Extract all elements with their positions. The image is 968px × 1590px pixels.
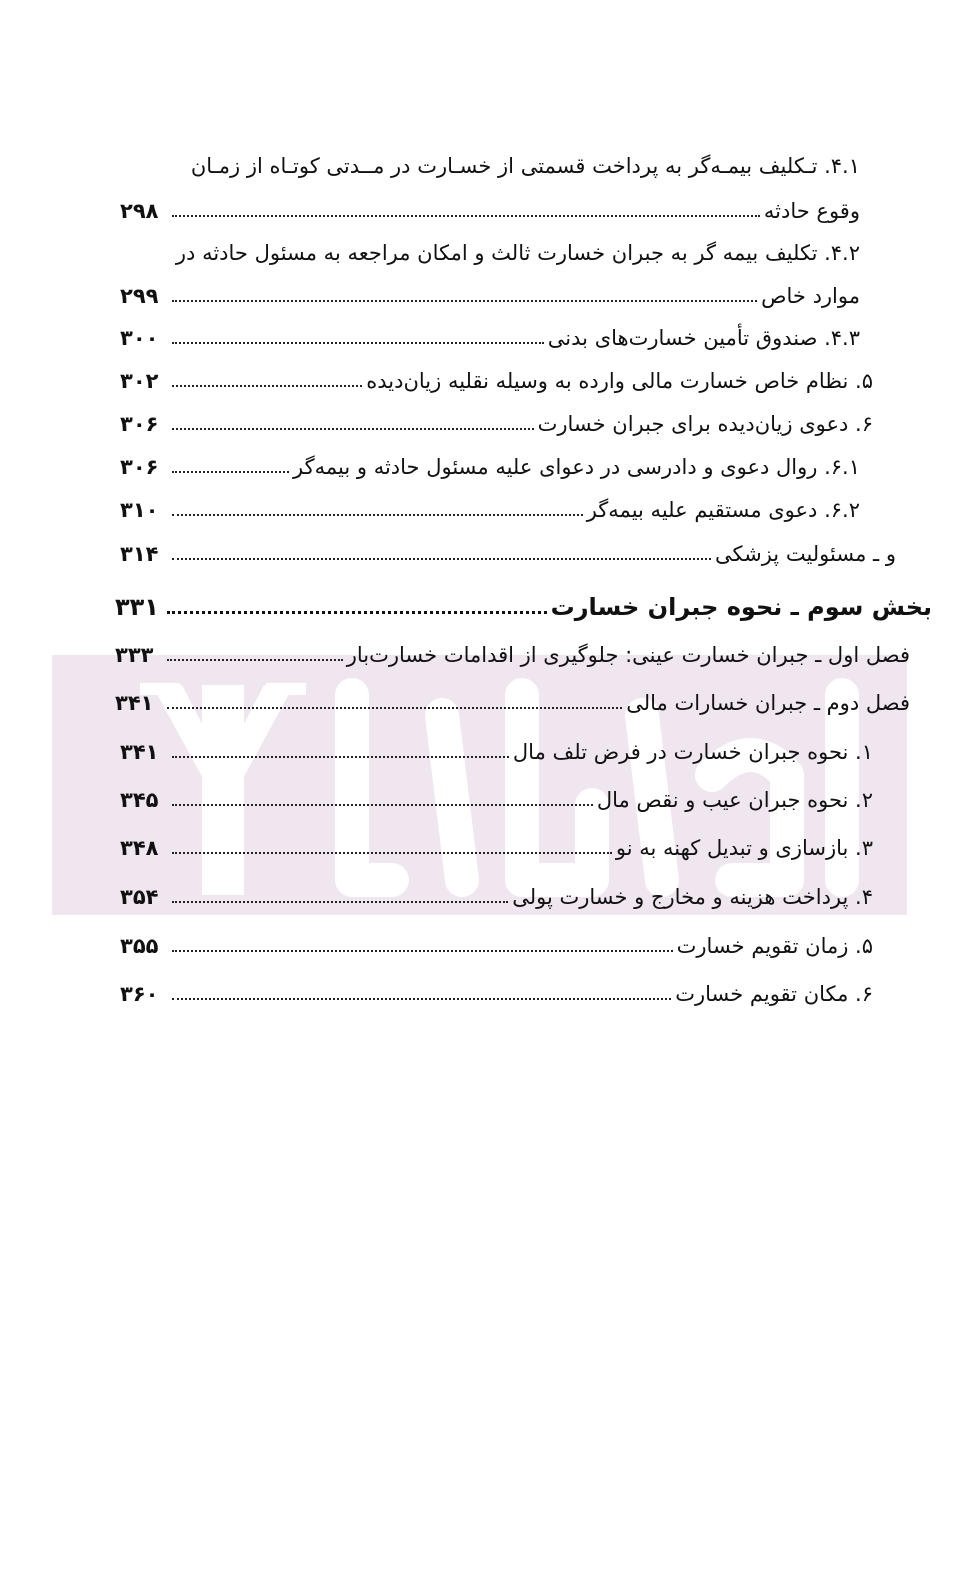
toc-entry-6-2-title: ۶.۲. دعوی مستقیم علیه بیمه‌گر xyxy=(586,497,860,522)
toc-item-1-page: ۳۴۱ xyxy=(120,739,159,764)
toc-entry-6[interactable] xyxy=(120,396,873,436)
toc-item-5-title: ۵. زمان تقویم خسارت xyxy=(676,933,873,958)
toc-item-3[interactable] xyxy=(120,820,873,860)
toc-entry-6-title: ۶. دعوی زیان‌دیده برای جبران خسارت xyxy=(537,411,873,436)
toc-item-4[interactable] xyxy=(120,869,873,909)
toc-entry-6-1-page: ۳۰۶ xyxy=(120,454,159,479)
toc-chapter-1-title: فصل اول ـ جبران خسارت عینی: جلوگیری از اقدامات خسارت‌بار xyxy=(346,642,910,667)
toc-entry-v-page: ۳۱۴ xyxy=(120,541,159,566)
toc-entry-6-1[interactable] xyxy=(120,439,860,479)
toc-item-5[interactable] xyxy=(120,918,873,958)
dot-leader xyxy=(172,471,289,473)
toc-entry-4-1-title-line2: وقوع حادثه xyxy=(763,198,860,223)
toc-item-3-page: ۳۴۸ xyxy=(120,835,159,860)
toc-entry-4-1-title-line1: ۴.۱. تـکلیف بیمـه‌گر به پرداخت قسمتی از خسـارت در مــدتی کوتـاه از زمـان xyxy=(190,154,860,178)
toc-part-3-title: بخش سوم ـ نحوه جبران خسارت xyxy=(550,592,932,621)
toc-entry-4-3-title: ۴.۳. صندوق تأمین خسارت‌های بدنی xyxy=(547,325,860,350)
toc-entry-v[interactable] xyxy=(120,526,896,566)
dot-leader xyxy=(172,342,544,344)
toc-item-1[interactable] xyxy=(120,724,873,764)
toc-entry-5-page: ۳۰۲ xyxy=(120,368,159,393)
dot-leader xyxy=(172,950,673,952)
toc-part-3-page: ۳۳۱ xyxy=(115,592,159,621)
dot-leader xyxy=(172,514,583,516)
dot-leader xyxy=(172,300,757,302)
toc-item-2-page: ۳۴۵ xyxy=(120,787,159,812)
toc-entry-6-1-title: ۶.۱. روال دعوی و دادرسی در دعوای علیه مسئول حادثه و بیمه‌گر xyxy=(293,454,860,479)
toc-entry-4-2[interactable] xyxy=(120,268,860,308)
dot-leader xyxy=(172,428,534,430)
toc-entry-4-3[interactable] xyxy=(120,310,860,350)
dot-leader xyxy=(172,385,362,387)
dot-leader xyxy=(172,756,509,758)
dot-leader xyxy=(172,215,760,217)
toc-item-1-title: ۱. نحوه جبران خسارت در فرض تلف مال xyxy=(512,739,873,764)
toc-item-4-title: ۴. پرداخت هزینه و مخارج و خسارت پولی xyxy=(512,884,873,909)
toc-chapter-1[interactable] xyxy=(115,627,910,667)
toc-entry-v-title: و ـ مسئولیت پزشکی xyxy=(715,541,896,566)
toc-chapter-2-page: ۳۴۱ xyxy=(115,690,154,715)
dot-leader xyxy=(172,852,612,854)
dot-leader xyxy=(167,707,622,709)
toc-entry-4-2-title-line1: ۴.۲. تکلیف بیمه گر به جبران خسارت ثالث و امکان مراجعه به مسئول حادثه در xyxy=(175,241,860,265)
toc-entry-4-1-line1 xyxy=(120,138,860,178)
toc-item-2-title: ۲. نحوه جبران عیب و نقص مال xyxy=(596,787,873,812)
toc-entry-4-1-page: ۲۹۸ xyxy=(120,198,159,223)
dot-leader xyxy=(172,901,508,903)
toc-entry-6-page: ۳۰۶ xyxy=(120,411,159,436)
toc-entry-4-3-page: ۳۰۰ xyxy=(120,325,159,350)
toc-item-3-title: ۳. بازسازی و تبدیل کهنه به نو xyxy=(615,835,873,860)
dot-leader xyxy=(172,998,671,1000)
toc-entry-4-2-title-line2: موارد خاص xyxy=(761,283,860,308)
toc-item-5-page: ۳۵۵ xyxy=(120,933,159,958)
toc-item-2[interactable] xyxy=(120,772,873,812)
dot-leader xyxy=(167,659,343,661)
toc-item-6[interactable] xyxy=(120,966,873,1006)
toc-chapter-2[interactable] xyxy=(115,675,910,715)
dot-leader xyxy=(172,558,711,560)
toc-item-6-page: ۳۶۰ xyxy=(120,981,159,1006)
toc-entry-4-2-page: ۲۹۹ xyxy=(120,283,159,308)
toc-item-6-title: ۶. مکان تقویم خسارت xyxy=(675,981,873,1006)
toc-item-4-page: ۳۵۴ xyxy=(120,884,159,909)
dot-leader xyxy=(167,611,547,614)
toc-entry-5-title: ۵. نظام خاص خسارت مالی وارده به وسیله نقلیه زیان‌دیده xyxy=(366,368,873,393)
toc-chapter-2-title: فصل دوم ـ جبران خسارات مالی xyxy=(626,690,910,715)
toc-entry-6-2-page: ۳۱۰ xyxy=(120,497,159,522)
toc-entry-4-1[interactable] xyxy=(120,183,860,223)
toc-entry-6-2[interactable] xyxy=(120,482,860,522)
toc-entry-5[interactable] xyxy=(120,353,873,393)
toc-part-3[interactable] xyxy=(115,576,932,620)
toc-entry-4-2-line1 xyxy=(120,225,860,265)
toc-chapter-1-page: ۳۳۳ xyxy=(115,642,154,667)
dot-leader xyxy=(172,804,593,806)
